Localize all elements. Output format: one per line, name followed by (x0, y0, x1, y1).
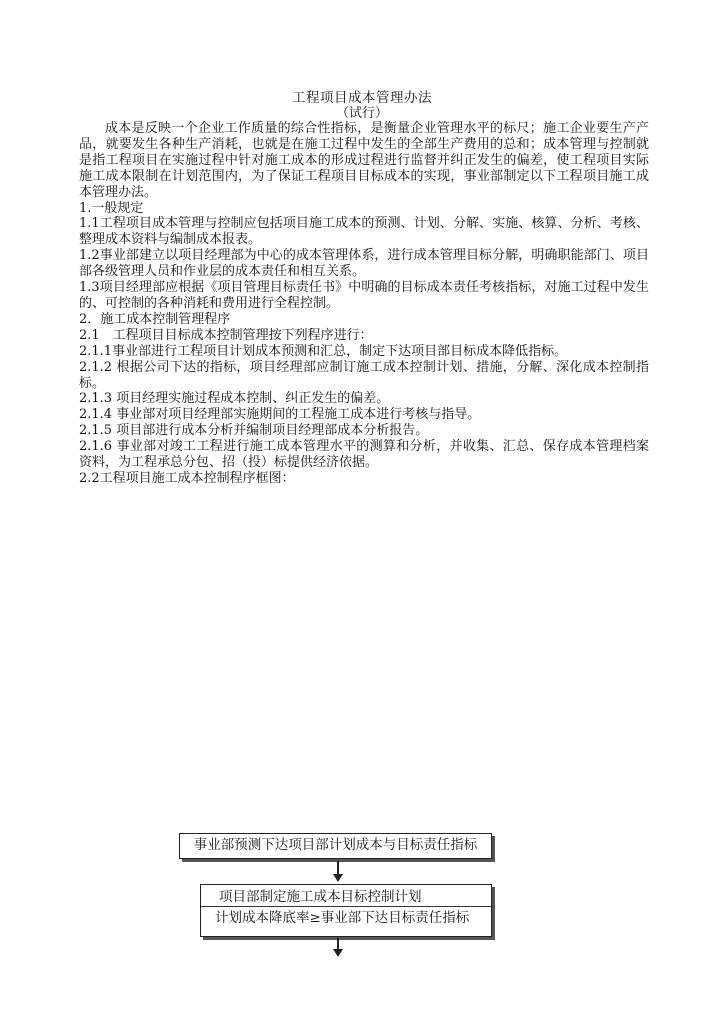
flowchart-arrow (337, 861, 339, 875)
document-title: 工程项目成本管理办法 (292, 90, 432, 106)
clause-paragraph: 2.1.1事业部进行工程项目计划成本预测和汇总，制定下达项目部目标成本降低指标。 (79, 343, 568, 359)
clause-paragraph: 2.1 工程项目目标成本控制管理按下列程序进行： (79, 327, 373, 343)
clause-paragraph: 1.3项目经理部应根据《项目管理目标责任书》中明确的目标成本责任考核指标，对施工过程中发生的、可控制的各种消耗和费用进行全程控制。 (79, 280, 649, 311)
clause-paragraph: 2.1.3 项目经理实施过程成本控制、纠正发生的偏差。 (79, 391, 390, 407)
section-heading: 2．施工成本控制管理程序 (79, 311, 231, 327)
flowchart-arrow (337, 938, 339, 950)
intro-paragraph: 成本是反映一个企业工作质量的综合性指标，是衡量企业管理水平的标尺；施工企业要生产产品，就要发生各种生产消耗，也就是在施工过程中发生的全部生产费用的总和；成本管理与控制就是指工程项目在实施过程中针对施工成本的形成过程进行监督并纠正发生的偏差，使工程项目实际施工成本限制在计划范围内，为了保证工程项目目标成本的实现，事业部制定以下工程项目施工成本管理办法。 (79, 121, 649, 200)
flowchart-box-plan-title: 项目部制定施工成本目标控制计划 (219, 889, 422, 905)
clause-paragraph: 2.1.6 事业部对竣工工程进行施工成本管理水平的测算和分析，并收集、汇总、保存成本管理档案资料，为工程承总分包、招（投）标提供经济依据。 (79, 439, 649, 471)
document-body (79, 121, 649, 487)
flowchart-box-plan (200, 884, 492, 937)
section-heading: 1.一般规定 (79, 200, 144, 216)
clause-paragraph: 2.2工程项目施工成本控制程序框图： (79, 470, 295, 486)
clause-paragraph: 2.1.2 根据公司下达的指标，项目经理部应制订施工成本控制计划、措施，分解、深化成本控制指标。 (79, 359, 649, 391)
flowchart-divider (201, 906, 493, 907)
clause-paragraph: 1.2事业部建立以项目经理部为中心的成本管理体系，进行成本管理目标分解，明确职能部门、项目部各级管理人员和作业层的成本责任和相互关系。 (79, 248, 649, 280)
clause-paragraph: 2.1.5 项目部进行成本分析并编制项目经理部成本分析报告。 (79, 423, 429, 439)
clause-paragraph: 1.1工程项目成本管理与控制应包括项目施工成本的预测、计划、分解、实施、核算、分析、考核、整理成本资料与编制成本报表。 (79, 216, 649, 248)
flowchart-box-plan-condition: 计划成本降底率≥事业部下达目标责任指标 (215, 910, 470, 926)
clause-paragraph: 2.1.4 事业部对项目经理部实施期间的工程施工成本进行考核与指导。 (79, 407, 481, 423)
flowchart-box-forecast: 事业部预测下达项目部计划成本与目标责任指标 (179, 833, 492, 859)
document-subtitle: （试行） (335, 106, 388, 121)
